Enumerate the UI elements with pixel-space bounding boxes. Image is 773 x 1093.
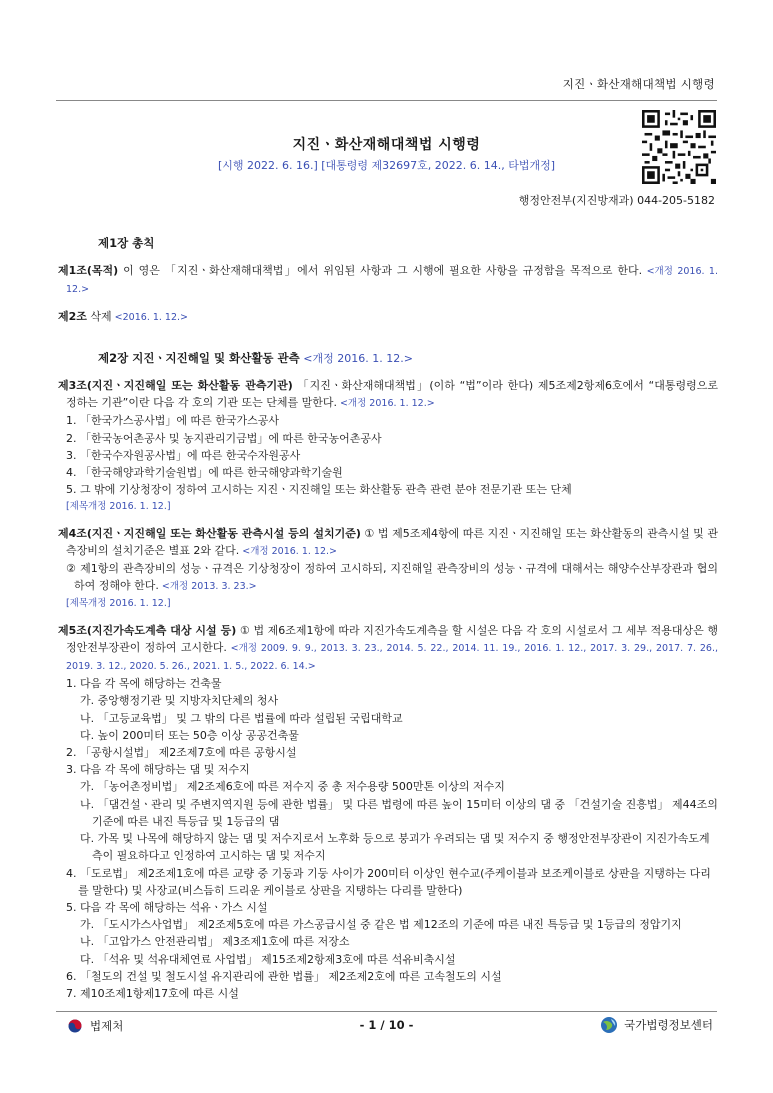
article-5-amend[interactable]: <개정 2009. 9. 9., 2013. 3. 23., 2014. 5. 22., 2014. 11. 19., 2016. 1. 12., 2017. 3. 29., 2017. 7. 26., 2019. 3. 12., 2020. 5. 26., 2021. 1. 5., 2022. 6. 14.> xyxy=(66,642,718,673)
article-5-item-6: 6. 「철도의 건설 및 철도시설 유지관리에 관한 법률」 제2조제2호에 따른 고속철도의 시설 xyxy=(66,969,502,983)
footer-org-name: 법제처 xyxy=(90,1019,124,1033)
article-2-amend[interactable]: <2016. 1. 12.> xyxy=(111,311,189,323)
article-5-item-3: 3. 다음 각 목에 해당하는 댐 및 저수지 xyxy=(66,763,250,777)
article-2 xyxy=(58,308,718,326)
article-5-item-5-sub-da: 다. 「석유 및 석유대체연료 사업법」 제15조제2항제3호에 따른 석유비축시설 xyxy=(80,952,456,966)
article-4-para-2 xyxy=(58,560,718,595)
article-5-head: 제5조(지진가속도계측 대상 시설 등) xyxy=(58,623,237,637)
article-2-head: 제2조 xyxy=(58,309,87,323)
article-4-amend-2[interactable]: <개정 2013. 3. 23.> xyxy=(158,581,257,593)
chapter-1-label: 제1장 총칙 xyxy=(98,236,155,250)
article-5-item-7: 7. 제10조제1항제17호에 따른 시설 xyxy=(66,986,239,1000)
chapter-2-amend[interactable]: <개정 2016. 1. 12.> xyxy=(299,351,413,365)
article-5-item-1-sub-na: 나. 「고등교육법」 및 그 밖의 다른 법률에 따라 설립된 국립대학교 xyxy=(80,711,403,725)
article-5-item-1-sub-ga: 가. 중앙행정기관 및 지방자치단체의 청사 xyxy=(80,694,279,708)
page-number: - 1 / 10 - xyxy=(359,1018,414,1032)
chapter-2-label: 제2장 지진ㆍ지진해일 및 화산활동 관측 xyxy=(98,350,300,365)
article-5-item-4: 4. 「도로법」 제2조제1호에 따른 교량 중 기둥과 기둥 사이가 200미터 이상인 현수교(주케이블과 보조케이블로 상판을 지탱하는 다리를 말한다) 및 사장교(비스듬히 드리운 케이블로 상판을 지탱하는 다리를 말한다) xyxy=(66,866,711,897)
chapter-2-title xyxy=(58,350,718,367)
article-1 xyxy=(58,262,718,298)
article-3-footnote[interactable]: [제목개정 2016. 1. 12.] xyxy=(66,501,171,513)
article-5-text: ① 법 제6조제1항에 따라 지진가속도계측을 할 시설은 다음 각 호의 시설로서 그 세부 적용대상은 행정안전부장관이 정하여 고시한다. xyxy=(66,623,719,654)
footer-center-name: 국가법령정보센터 xyxy=(624,1018,713,1032)
article-3-item-2: 2. 「한국농어촌공사 및 농지관리기금법」에 따른 한국농어촌공사 xyxy=(66,431,382,445)
article-4-para-1 xyxy=(58,525,718,560)
qr-code-icon[interactable] xyxy=(642,110,716,184)
article-5-item-2: 2. 「공항시설법」 제2조제7호에 따른 공항시설 xyxy=(66,746,297,760)
article-4-text-2: ② 제1항의 관측장비의 성능ㆍ규격은 기상청장이 정하여 고시하되, 지진해일 관측장비의 성능ㆍ규격에 대해서는 해양수산부장관과 협의하여 정해야 한다. xyxy=(66,562,718,593)
article-5-item-3-sub-da: 다. 가목 및 나목에 해당하지 않는 댐 및 저수지로서 노후화 등으로 붕괴가 우려되는 댐 및 저수지 중 행정안전부장관이 지진가속도계측이 필요하다고 인정하여 고시하는 댐 및 저수지 xyxy=(80,832,710,863)
article-5-item-5-sub-ga: 가. 「도시가스사업법」 제2조제5호에 따른 가스공급시설 중 같은 법 제12조의 기준에 따른 내진 특등급 및 1등급의 정압기지 xyxy=(80,918,682,932)
footer-right xyxy=(600,1016,713,1034)
article-5-item-3-sub-ga: 가. 「농어촌정비법」 제2조제6호에 따른 저수지 중 총 저수용량 500만톤 이상의 저수지 xyxy=(80,780,505,794)
article-4-head: 제4조(지진ㆍ지진해일 또는 화산활동 관측시설 등의 설치기준) xyxy=(58,526,361,540)
article-3-amend[interactable]: <개정 2016. 1. 12.> xyxy=(336,398,435,410)
article-3-head: 제3조(지진ㆍ지진해일 또는 화산활동 관측기관) xyxy=(58,379,293,393)
article-5-item-1: 1. 다음 각 목에 해당하는 건축물 xyxy=(66,677,222,691)
header-rule xyxy=(56,100,717,101)
article-3-item-3: 3. 「한국수자원공사법」에 따른 한국수자원공사 xyxy=(66,448,301,462)
article-3-item-5: 5. 그 밖에 기상청장이 정하여 고시하는 지진ㆍ지진해일 또는 화산활동 관측 관련 분야 전문기관 또는 단체 xyxy=(66,483,572,497)
article-1-head: 제1조(목적) xyxy=(58,264,119,278)
article-4-text-1: ① 법 제5조제4항에 따른 지진ㆍ지진해일 또는 화산활동의 관측시설 및 관측장비의 설치기준은 별표 2와 같다. xyxy=(66,526,718,557)
article-5-item-5-sub-na: 나. 「고압가스 안전관리법」 제3조제1호에 따른 저장소 xyxy=(80,935,350,949)
article-5-item-3-sub-na: 나. 「댐건설ㆍ관리 및 주변지역지원 등에 관한 법률」 및 다른 법령에 따른 높이 15미터 이상의 댐 중 「건설기술 진흥법」 제44조의 기준에 따른 내진 특등급 및 1등급의 댐 xyxy=(80,797,718,828)
article-3-text: 「지진ㆍ화산재해대책법」(이하 “법”이라 한다) 제5조제2항제6호에서 “대통령령으로 정하는 기관”이란 다음 각 호의 기관 또는 단체를 말한다. xyxy=(66,379,718,410)
footer-rule xyxy=(56,1011,717,1012)
article-5 xyxy=(58,622,718,676)
article-3 xyxy=(58,377,718,412)
article-5-item-1-sub-da: 다. 높이 200미터 또는 50층 이상 공공건축물 xyxy=(80,728,299,742)
article-4-footnote[interactable]: [제목개정 2016. 1. 12.] xyxy=(66,598,171,610)
ministry-contact: 행정안전부(지진방재과) 044-205-5182 xyxy=(518,194,715,207)
article-5-item-5: 5. 다음 각 목에 해당하는 석유ㆍ가스 시설 xyxy=(66,900,268,914)
article-2-text: 삭제 xyxy=(86,309,112,323)
article-3-item-1: 1. 「한국가스공사법」에 따른 한국가스공사 xyxy=(66,414,279,428)
article-1-amend[interactable]: <개정 2016. 1. 12.> xyxy=(66,266,718,296)
chapter-1-title xyxy=(58,235,718,252)
article-4-amend-1[interactable]: <개정 2016. 1. 12.> xyxy=(239,545,337,557)
law-body xyxy=(58,235,718,1002)
article-3-item-4: 4. 「한국해양과학기술원법」에 따른 한국해양과학기술원 xyxy=(66,466,343,480)
running-title: 지진ㆍ화산재해대책법 시행령 xyxy=(562,77,715,91)
article-1-text: 이 영은 「지진ㆍ화산재해대책법」에서 위임된 사항과 그 시행에 필요한 사항을 규정함을 목적으로 한다. xyxy=(118,264,643,278)
globe-logo-icon xyxy=(600,1016,618,1034)
law-title: 지진ㆍ화산재해대책법 시행령 xyxy=(292,137,481,153)
enforcement-info[interactable]: [시행 2022. 6. 16.] [대통령령 제32697호, 2022. 6. 14., 타법개정] xyxy=(217,159,556,172)
